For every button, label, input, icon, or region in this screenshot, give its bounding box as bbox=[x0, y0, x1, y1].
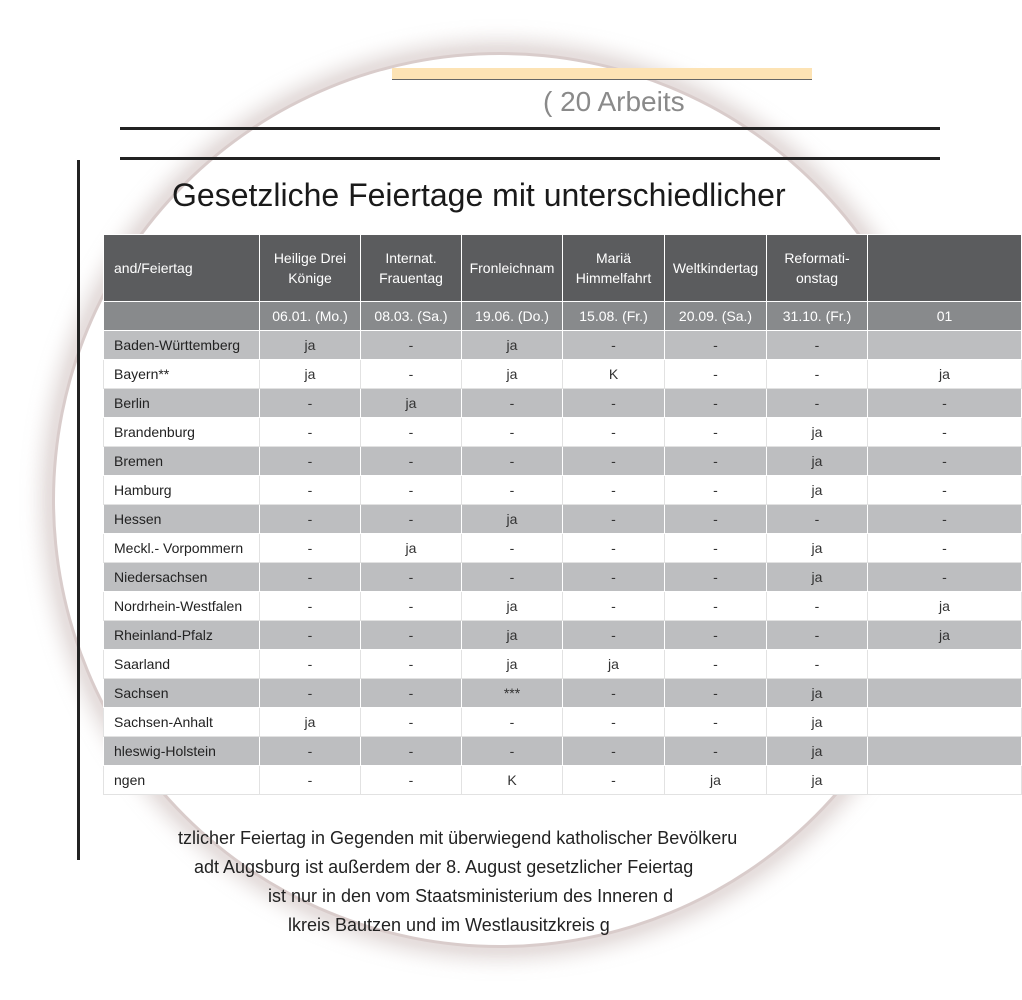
holiday-cell: - bbox=[462, 563, 563, 592]
holiday-cell: - bbox=[563, 389, 665, 418]
holiday-cell: - bbox=[665, 708, 767, 737]
holiday-cell: - bbox=[868, 534, 1022, 563]
holiday-cell: - bbox=[767, 650, 868, 679]
holiday-cell: - bbox=[260, 563, 361, 592]
state-name-cell: ngen bbox=[104, 766, 260, 795]
column-date: 08.03. (Sa.) bbox=[361, 302, 462, 331]
holiday-cell: - bbox=[868, 447, 1022, 476]
holiday-cell: - bbox=[665, 534, 767, 563]
holiday-cell: ja bbox=[767, 447, 868, 476]
state-name-cell: hleswig-Holstein bbox=[104, 737, 260, 766]
state-name-cell: Nordrhein-Westfalen bbox=[104, 592, 260, 621]
table-row bbox=[104, 447, 1022, 476]
holiday-cell: ja bbox=[462, 592, 563, 621]
holiday-cell: - bbox=[665, 650, 767, 679]
table-row bbox=[104, 621, 1022, 650]
holiday-cell: ja bbox=[868, 360, 1022, 389]
footnote-line: lkreis Bautzen und im Westlausitzkreis g bbox=[288, 915, 610, 935]
column-header-holiday: Fronleichnam bbox=[462, 235, 563, 302]
table-row bbox=[104, 650, 1022, 679]
footnote-line: tzlicher Feiertag in Gegenden mit überwiegend katholischer Bevölkeru bbox=[178, 828, 738, 848]
holiday-cell: - bbox=[462, 418, 563, 447]
holiday-cell: - bbox=[462, 476, 563, 505]
holiday-cell: ja bbox=[563, 650, 665, 679]
column-header-holiday: Internat. Frauentag bbox=[361, 235, 462, 302]
holiday-cell: - bbox=[563, 592, 665, 621]
holiday-cell: ja bbox=[767, 418, 868, 447]
holiday-cell: ja bbox=[462, 360, 563, 389]
holiday-cell: ja bbox=[767, 708, 868, 737]
holiday-cell bbox=[868, 650, 1022, 679]
holiday-cell: - bbox=[665, 592, 767, 621]
holiday-cell: - bbox=[868, 418, 1022, 447]
holiday-cell: *** bbox=[462, 679, 563, 708]
table-row bbox=[104, 737, 1022, 766]
holiday-cell: - bbox=[260, 534, 361, 563]
state-name-cell: Rheinland-Pfalz bbox=[104, 621, 260, 650]
magnifier-lens bbox=[55, 55, 953, 945]
state-name-cell: Hessen bbox=[104, 505, 260, 534]
holiday-cell: - bbox=[868, 563, 1022, 592]
holiday-cell: - bbox=[767, 592, 868, 621]
table-row bbox=[104, 592, 1022, 621]
holiday-cell: - bbox=[260, 766, 361, 795]
holiday-cell: - bbox=[462, 534, 563, 563]
holiday-cell: - bbox=[260, 592, 361, 621]
state-name-cell: Berlin bbox=[104, 389, 260, 418]
table-row bbox=[104, 679, 1022, 708]
holiday-cell: ja bbox=[767, 476, 868, 505]
holiday-cell: - bbox=[361, 360, 462, 389]
holiday-cell: - bbox=[361, 418, 462, 447]
table-row bbox=[104, 766, 1022, 795]
holiday-cell: - bbox=[260, 447, 361, 476]
holiday-cell: - bbox=[767, 360, 868, 389]
holiday-cell: ja bbox=[868, 621, 1022, 650]
state-name-cell: Bayern** bbox=[104, 360, 260, 389]
holiday-cell: - bbox=[361, 708, 462, 737]
column-header-land: and/Feiertag bbox=[104, 235, 260, 302]
holiday-cell: - bbox=[260, 476, 361, 505]
holiday-cell: - bbox=[665, 447, 767, 476]
holiday-cell: ja bbox=[260, 360, 361, 389]
holiday-cell: ja bbox=[868, 592, 1022, 621]
holiday-cell: ja bbox=[361, 389, 462, 418]
section-rule-bottom bbox=[120, 157, 940, 160]
holiday-cell bbox=[868, 331, 1022, 360]
holiday-cell bbox=[868, 679, 1022, 708]
footnotes bbox=[178, 824, 737, 940]
state-name-cell: Meckl.- Vorpommern bbox=[104, 534, 260, 563]
holiday-cell: - bbox=[665, 360, 767, 389]
holiday-cell: - bbox=[868, 389, 1022, 418]
holiday-cell: ja bbox=[361, 534, 462, 563]
holiday-cell: - bbox=[563, 534, 665, 563]
holiday-cell: - bbox=[361, 476, 462, 505]
holiday-cell: - bbox=[665, 563, 767, 592]
holiday-cell: - bbox=[361, 447, 462, 476]
column-header-holiday: Mariä Himmelfahrt bbox=[563, 235, 665, 302]
workdays-subtitle: ( 20 Arbeits bbox=[543, 86, 685, 117]
state-name-cell: Baden-Württemberg bbox=[104, 331, 260, 360]
holiday-table bbox=[103, 234, 1022, 795]
holiday-cell: - bbox=[260, 389, 361, 418]
table-row bbox=[104, 389, 1022, 418]
holiday-cell: ja bbox=[767, 737, 868, 766]
state-name-cell: Brandenburg bbox=[104, 418, 260, 447]
holiday-cell bbox=[868, 737, 1022, 766]
holiday-cell: - bbox=[868, 476, 1022, 505]
holiday-cell: - bbox=[563, 737, 665, 766]
state-name-cell: Sachsen bbox=[104, 679, 260, 708]
table-date-row bbox=[104, 302, 1022, 331]
holiday-cell bbox=[868, 708, 1022, 737]
holiday-cell: - bbox=[767, 331, 868, 360]
header-divider bbox=[392, 79, 812, 80]
holiday-cell: - bbox=[462, 708, 563, 737]
holiday-cell: - bbox=[462, 737, 563, 766]
holiday-cell: - bbox=[361, 679, 462, 708]
state-name-cell: Sachsen-Anhalt bbox=[104, 708, 260, 737]
holiday-cell: ja bbox=[767, 534, 868, 563]
holiday-cell: - bbox=[260, 418, 361, 447]
table-row bbox=[104, 708, 1022, 737]
holiday-cell bbox=[868, 766, 1022, 795]
table-body bbox=[104, 331, 1022, 795]
holiday-cell: - bbox=[665, 737, 767, 766]
holiday-cell: ja bbox=[462, 331, 563, 360]
holiday-cell: - bbox=[361, 563, 462, 592]
holiday-cell: - bbox=[260, 679, 361, 708]
holiday-cell: ja bbox=[462, 505, 563, 534]
holiday-cell: - bbox=[767, 621, 868, 650]
table-row bbox=[104, 476, 1022, 505]
holiday-cell: - bbox=[665, 476, 767, 505]
holiday-cell: - bbox=[563, 621, 665, 650]
state-name-cell: Saarland bbox=[104, 650, 260, 679]
table-row bbox=[104, 360, 1022, 389]
holiday-cell: - bbox=[665, 621, 767, 650]
column-date: 01 bbox=[868, 302, 1022, 331]
column-header-holiday: Weltkindertag bbox=[665, 235, 767, 302]
holiday-cell: - bbox=[361, 505, 462, 534]
holiday-cell: ja bbox=[260, 331, 361, 360]
table-row bbox=[104, 418, 1022, 447]
holiday-cell: - bbox=[260, 737, 361, 766]
holiday-cell: - bbox=[361, 592, 462, 621]
holiday-cell: - bbox=[361, 766, 462, 795]
holiday-cell: - bbox=[563, 418, 665, 447]
holiday-cell: - bbox=[462, 389, 563, 418]
holiday-cell: - bbox=[361, 737, 462, 766]
holiday-cell: - bbox=[361, 650, 462, 679]
holiday-cell: - bbox=[563, 447, 665, 476]
holiday-cell: ja bbox=[767, 766, 868, 795]
holiday-cell: ja bbox=[665, 766, 767, 795]
holiday-cell: - bbox=[665, 679, 767, 708]
holiday-cell: ja bbox=[767, 679, 868, 708]
table-row bbox=[104, 505, 1022, 534]
holiday-cell: ja bbox=[767, 563, 868, 592]
state-name-cell: Niedersachsen bbox=[104, 563, 260, 592]
holiday-cell: - bbox=[563, 563, 665, 592]
table-row bbox=[104, 331, 1022, 360]
left-border-line bbox=[77, 160, 80, 860]
holiday-cell: - bbox=[563, 476, 665, 505]
table-row bbox=[104, 563, 1022, 592]
holiday-cell: - bbox=[563, 708, 665, 737]
holiday-cell: - bbox=[563, 505, 665, 534]
page-title: Gesetzliche Feiertage mit unterschiedlicher bbox=[172, 177, 786, 213]
footnote-line: ist nur in den vom Staatsministerium des Inneren d bbox=[268, 886, 674, 906]
holiday-cell: K bbox=[462, 766, 563, 795]
column-date: 19.06. (Do.) bbox=[462, 302, 563, 331]
footnote-line: adt Augsburg ist außerdem der 8. August gesetzlicher Feiertag bbox=[194, 857, 694, 877]
column-date bbox=[104, 302, 260, 331]
holiday-cell: ja bbox=[462, 621, 563, 650]
holiday-cell: - bbox=[361, 331, 462, 360]
holiday-cell: - bbox=[260, 650, 361, 679]
holiday-cell: - bbox=[665, 505, 767, 534]
holiday-cell: - bbox=[665, 418, 767, 447]
holiday-cell: ja bbox=[260, 708, 361, 737]
holiday-cell: - bbox=[361, 621, 462, 650]
holiday-cell: - bbox=[260, 621, 361, 650]
holiday-cell: - bbox=[563, 679, 665, 708]
state-name-cell: Hamburg bbox=[104, 476, 260, 505]
holiday-cell: K bbox=[563, 360, 665, 389]
column-header-holiday: Heilige Drei Könige bbox=[260, 235, 361, 302]
column-date: 06.01. (Mo.) bbox=[260, 302, 361, 331]
column-header-holiday: Reformati- onstag bbox=[767, 235, 868, 302]
holiday-cell: - bbox=[665, 331, 767, 360]
section-rule-top bbox=[120, 127, 940, 130]
holiday-cell: - bbox=[767, 505, 868, 534]
column-date: 31.10. (Fr.) bbox=[767, 302, 868, 331]
holiday-cell: - bbox=[462, 447, 563, 476]
holiday-cell: - bbox=[563, 331, 665, 360]
column-date: 20.09. (Sa.) bbox=[665, 302, 767, 331]
holiday-cell: ja bbox=[462, 650, 563, 679]
table-header-row bbox=[104, 235, 1022, 302]
holiday-cell: - bbox=[260, 505, 361, 534]
table-row bbox=[104, 534, 1022, 563]
column-header-holiday bbox=[868, 235, 1022, 302]
column-date: 15.08. (Fr.) bbox=[563, 302, 665, 331]
state-name-cell: Bremen bbox=[104, 447, 260, 476]
holiday-cell: - bbox=[767, 389, 868, 418]
holiday-cell: - bbox=[563, 766, 665, 795]
holiday-cell: - bbox=[868, 505, 1022, 534]
holiday-cell: - bbox=[665, 389, 767, 418]
